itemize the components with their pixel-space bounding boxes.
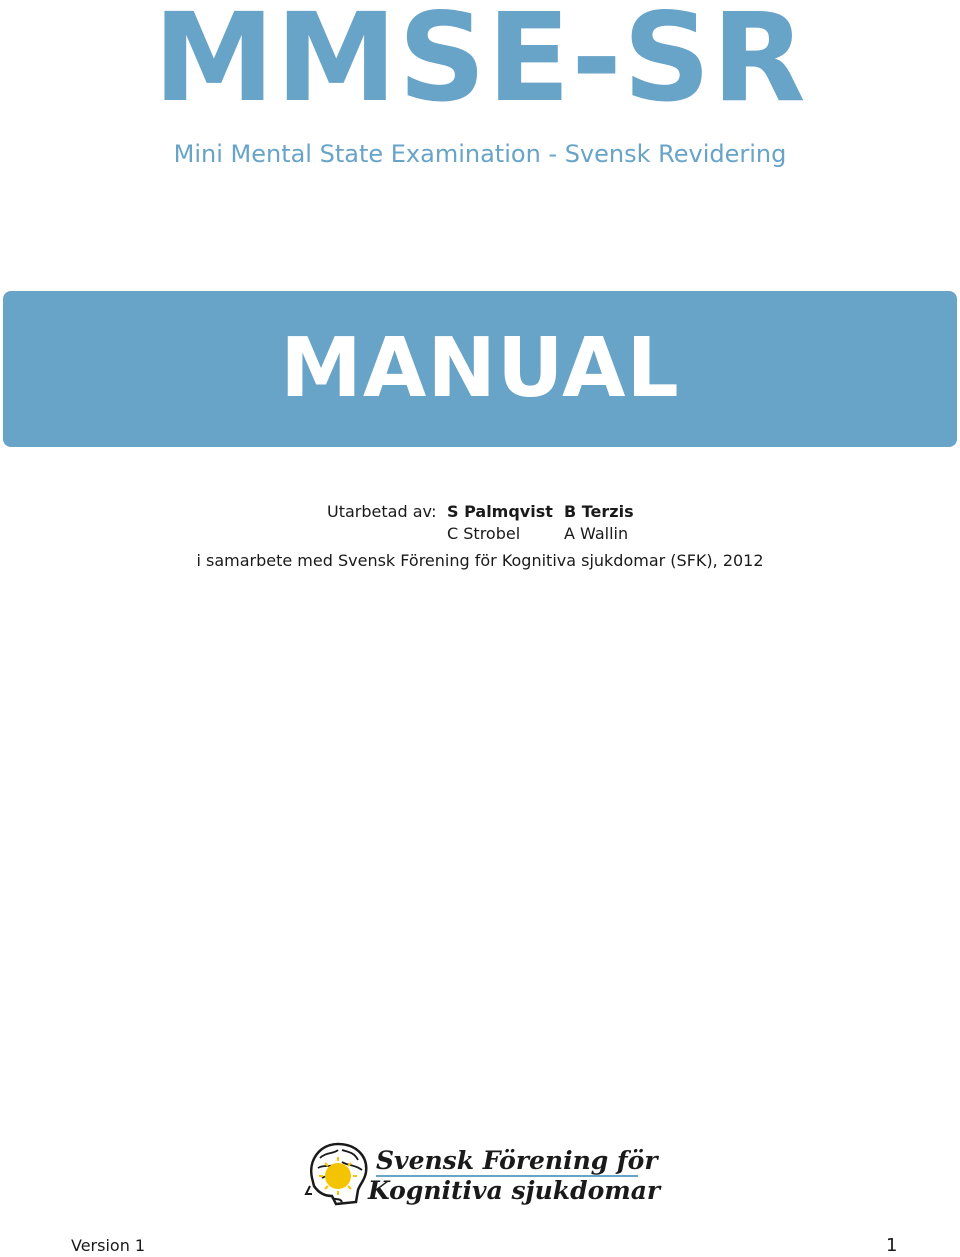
logo-text-line2: Kognitiva sjukdomar xyxy=(368,1176,661,1205)
footer-page-number: 1 xyxy=(886,1235,898,1256)
manual-banner xyxy=(3,291,957,447)
banner-label: MANUAL xyxy=(280,321,680,416)
logo-text-line1: Svensk Förening för xyxy=(376,1146,658,1175)
brain-head-sun-icon xyxy=(302,1138,374,1210)
footer-version: Version 1 xyxy=(71,1236,146,1255)
author-3: C Strobel xyxy=(447,524,521,543)
collaboration-text: i samarbete med Svensk Förening för Kognitiva sjukdomar (SFK), 2012 xyxy=(196,551,764,570)
author-4: A Wallin xyxy=(564,524,629,543)
prepared-by-label: Utarbetad av: xyxy=(327,502,437,521)
document-subtitle: Mini Mental State Examination - Svensk Revidering xyxy=(173,140,787,168)
document-title: MMSE-SR xyxy=(153,0,807,129)
sfk-logo xyxy=(302,1138,661,1212)
author-2: B Terzis xyxy=(564,502,634,521)
author-1: S Palmqvist xyxy=(447,502,553,521)
